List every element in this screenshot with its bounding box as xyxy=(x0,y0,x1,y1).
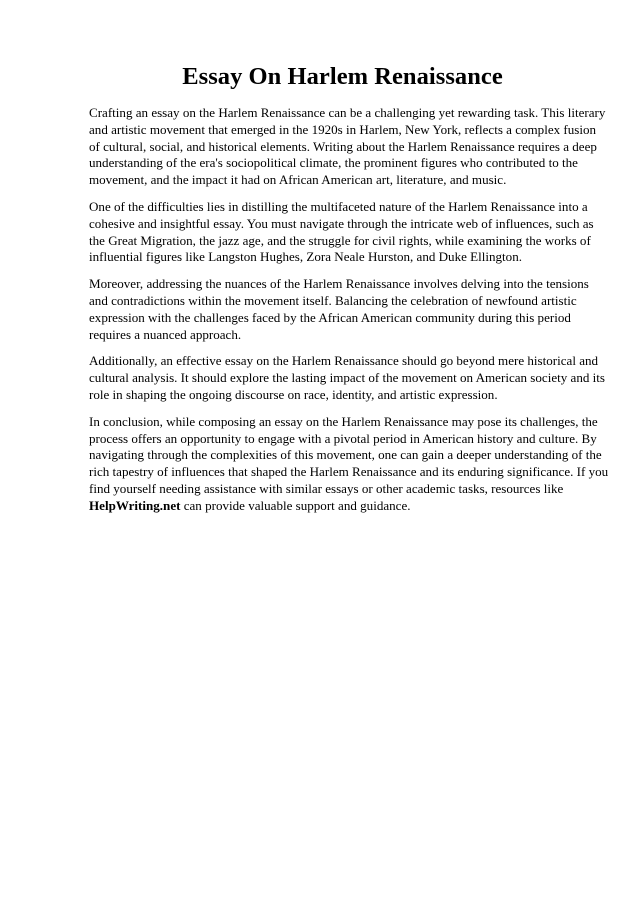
closing-text-before-link: In conclusion, while composing an essay on the Harlem Renaissance may pose its challenges, the process offers an opportunity to engage with a pivotal period in American history and culture. By navigating through the complexities of this movement, one can gain a deeper understanding of the rich tapestry of influences that shaped the Harlem Renaissance and its enduring significance. If you find yourself needing assistance with similar essays or other academic tasks, resources like xyxy=(89,413,609,496)
paragraph-4: Additionally, an effective essay on the Harlem Renaissance should go beyond mere historical and cultural analysis. It should explore the lasting impact of the movement on American society and its role in shaping the ongoing discourse on race, identity, and artistic expression. xyxy=(89,353,605,402)
helpwriting-link[interactable]: HelpWriting.net xyxy=(89,497,181,513)
closing-text-after-link: can provide valuable support and guidance. xyxy=(180,497,411,513)
essay-body xyxy=(89,105,609,515)
closing-paragraph xyxy=(89,414,609,515)
page-title: Essay On Harlem Renaissance xyxy=(182,63,503,90)
paragraph-3: Moreover, addressing the nuances of the Harlem Renaissance involves delving into the tensions and contradictions within the movement itself. Balancing the celebration of newfound artistic expression with the challenges faced by the African American community during this period requires a nuanced approach. xyxy=(89,276,589,342)
paragraph-1: Crafting an essay on the Harlem Renaissance can be a challenging yet rewarding task. This literary and artistic movement that emerged in the 1920s in Harlem, New York, reflects a complex fusion of cultural, social, and historical elements. Writing about the Harlem Renaissance requires a deep understanding of the era's sociopolitical climate, the prominent figures who contributed to the movement, and the impact it had on African American art, literature, and music. xyxy=(89,105,606,188)
paragraph-2: One of the difficulties lies in distilling the multifaceted nature of the Harlem Renaissance into a cohesive and insightful essay. You must navigate through the intricate web of influences, such as the Great Migration, the jazz age, and the struggle for civil rights, while examining the works of influential figures like Langston Hughes, Zora Neale Hurston, and Duke Ellington. xyxy=(89,198,594,265)
